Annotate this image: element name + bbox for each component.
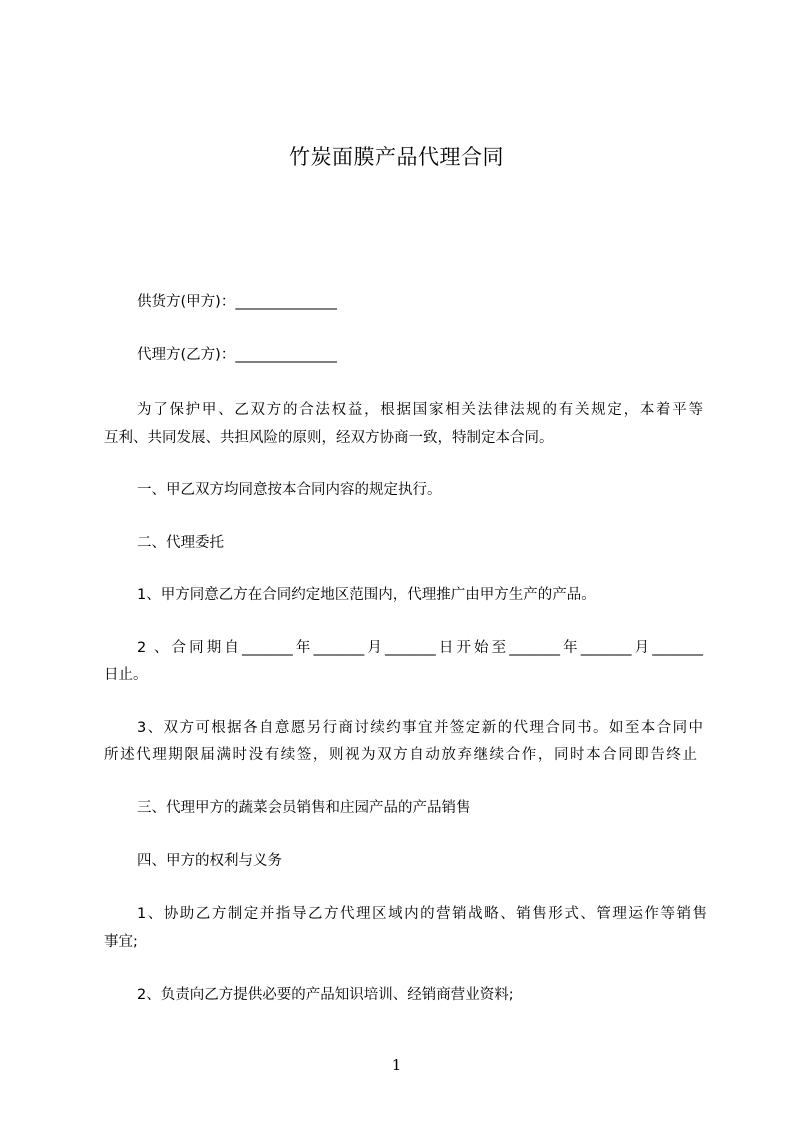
clause-2-3-line-2: 所述代理期限届满时没有续签，则视为双方自动放弃继续合作，同时本合同即告终止 — [104, 747, 697, 763]
agent-line: 代理方(乙方)：______________ — [137, 347, 337, 363]
clause-4-2: 2、负责向乙方提供必要的产品知识培训、经销商营业资料; — [137, 987, 514, 1003]
clause-2-2-line-1: 2 、合同期自_______年_______月_______日开始至_______年_______月_______ — [137, 640, 703, 656]
clause-4-1-line-1: 1、协助乙方制定并指导乙方代理区域内的营销战略、销售形式、管理运作等销售 — [137, 906, 707, 922]
clause-4-1-line-2: 事宜; — [104, 934, 138, 950]
clause-2-3-line-1: 3、双方可根据各自意愿另行商讨续约事宜并签定新的代理合同书。如至本合同中 — [137, 720, 703, 736]
intro-line-1: 为了保护甲、乙双方的合法权益，根据国家相关法律法规的有关规定，本着平等 — [137, 402, 703, 418]
section-4-heading: 四、甲方的权利与义务 — [137, 853, 282, 869]
clause-2-1: 1、甲方同意乙方在合同约定地区范围内，代理推广由甲方生产的产品。 — [137, 587, 596, 603]
intro-line-2: 互利、共同发展、共担风险的原则，经双方协商一致，特制定本合同。 — [104, 430, 554, 446]
section-3: 三、代理甲方的蔬菜会员销售和庄园产品的产品销售 — [137, 800, 471, 816]
section-1: 一、甲乙双方均同意按本合同内容的规定执行。 — [137, 482, 442, 498]
contract-title: 竹炭面膜产品代理合同 — [289, 145, 504, 169]
section-2-heading: 二、代理委托 — [137, 535, 224, 551]
page-number: 1 — [391, 1056, 402, 1074]
clause-2-2-line-2: 日止。 — [104, 667, 148, 683]
supplier-line: 供货方(甲方)：______________ — [137, 294, 337, 310]
